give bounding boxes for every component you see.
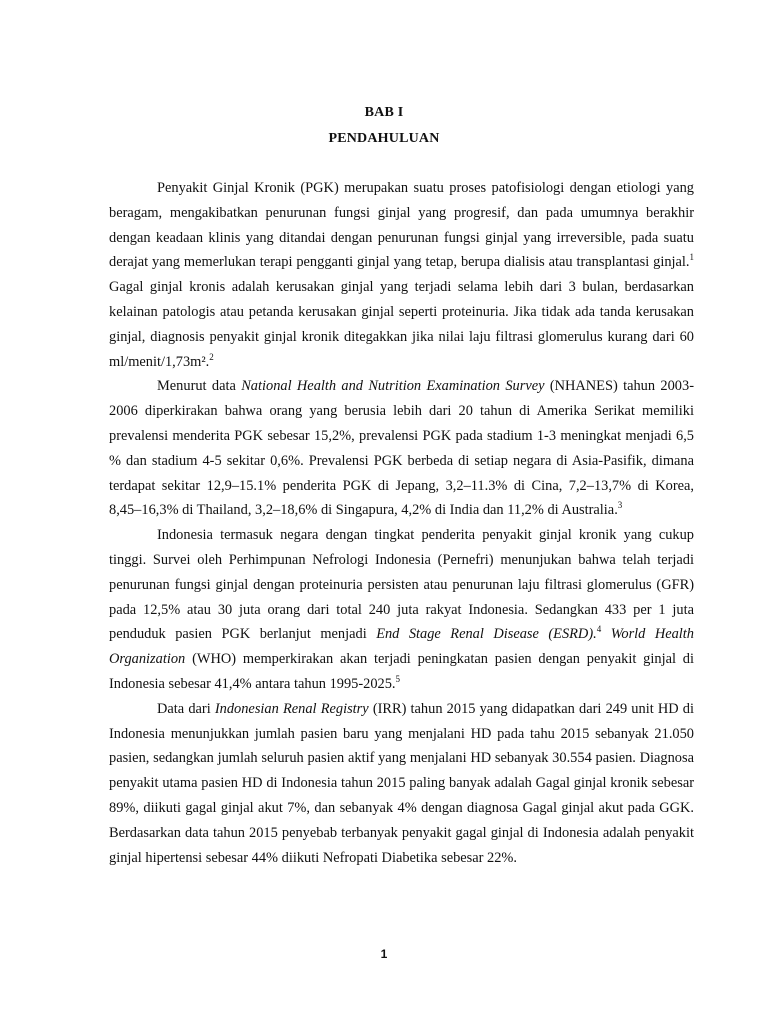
citation-2: 2	[209, 351, 214, 362]
citation-5: 5	[395, 673, 401, 684]
chapter-number: BAB I	[364, 105, 404, 120]
p3-text-1: Indonesia termasuk negara dengan tingkat penderita penyakit ginjal kronik yang cukup tinggi. Survei oleh Perhimpunan Nefrologi Indonesia (Pernefri) menunjukan bahwa telah terjadi penurunan fungsi ginjal dengan proteinuria persisten atau penurunan laju filtrasi glomerulus (GFR) pada 12,5% atau 30 juta orang dari total 240 juta rakyat Indonesia. Sedangkan 433 per 1 juta penduduk pasien PGK berlanjut menjadi	[109, 527, 694, 643]
p1-text-2: Gagal ginjal kronis adalah kerusakan ginjal yang terjadi selama lebih dari 3 bulan, berdasarkan kelainan patologis atau petanda kerusakan ginjal seperti proteinuria. Jika tidak ada tanda kerusakan ginjal, diagnosis penyakit ginjal kronik ditegakkan jika nilai laju filtrasi glomerulus kurang dari 60 ml/menit/1,73m².	[109, 279, 694, 370]
p2-text-2: (NHANES) tahun 2003-2006 diperkirakan bahwa orang yang berusia lebih dari 20 tahun di Amerika Serikat memiliki prevalensi menderita PGK sebesar 15,2%, prevalensi PGK pada stadium 1-3 meningkat menjadi 6,5 % dan stadium 4-5 sekitar 0,6%. Prevalensi PGK berbeda di setiap negara di Asia-Pasifik, dimana terdapat sekitar 12,9–15.1% penderita PGK di Jepang, 3,2–11.3% di Cina, 7,2–13,7% di Korea, 8,45–16,3% di Thailand, 3,2–18,6% di Singapura, 4,2% di India dan 11,2% di Australia.	[109, 378, 694, 519]
p3-text-3: (WHO) memperkirakan akan terjadi peningkatan pasien dengan penyakit ginjal di Indonesia sebesar 41,4% antara tahun 1995-2025.	[109, 651, 694, 692]
p4-italic-1: Indonesian Renal Registry	[214, 700, 369, 717]
p2-italic-1: National Health and Nutrition Examination Survey	[241, 378, 545, 395]
p3-text-2	[601, 626, 610, 642]
paragraph-1	[109, 176, 694, 374]
citation-4: 4	[596, 624, 602, 635]
paragraph-2	[109, 374, 694, 523]
citation-3: 3	[617, 500, 623, 511]
p4-text-1: Data dari	[157, 700, 215, 717]
p3-italic-1: End Stage Renal Disease (ESRD).	[376, 626, 597, 643]
p4-text-2: (IRR) tahun 2015 yang didapatkan dari 249 unit HD di Indonesia menunjukkan jumlah pasien baru yang menjalani HD pada tahu 2015 sebanyak 21.050 pasien, sedangkan jumlah seluruh pasien aktif yang menjalani HD sebanyak 30.554 pasien. Diagnosa penyakit utama pasien HD di Indonesia tahun 2015 paling banyak adalah Gagal ginjal kronik sebesar 89%, diikuti gagal ginjal akut 7%, dan sebanyak 4% dengan diagnosa Gagal ginjal akut pada GGK. Berdasarkan data tahun 2015 penyebab terbanyak penyakit gagal ginjal di Indonesia adalah penyakit ginjal hipertensi sebesar 44% diikuti Nefropati Diabetika sebesar 22%.	[109, 700, 694, 866]
p2-text-1: Menurut data	[157, 378, 242, 395]
body-text	[109, 176, 694, 870]
paragraph-3	[109, 523, 694, 697]
page-number: 1	[380, 947, 388, 961]
citation-1: 1	[689, 252, 694, 263]
p1-text-1: Penyakit Ginjal Kronik (PGK) merupakan suatu proses patofisiologi dengan etiologi yang beragam, mengakibatkan penurunan fungsi ginjal yang progresif, dan pada umumnya berakhir dengan keadaan klinis yang ditandai dengan penurunan fungsi ginjal yang irreversible, pada suatu derajat yang memerlukan terapi pengganti ginjal yang tetap, berupa dialisis atau transplantasi ginjal.	[109, 180, 694, 271]
paragraph-4	[109, 697, 694, 871]
chapter-title: PENDAHULUAN	[328, 131, 440, 146]
p3-italic-2: World Health Organization	[109, 626, 694, 668]
